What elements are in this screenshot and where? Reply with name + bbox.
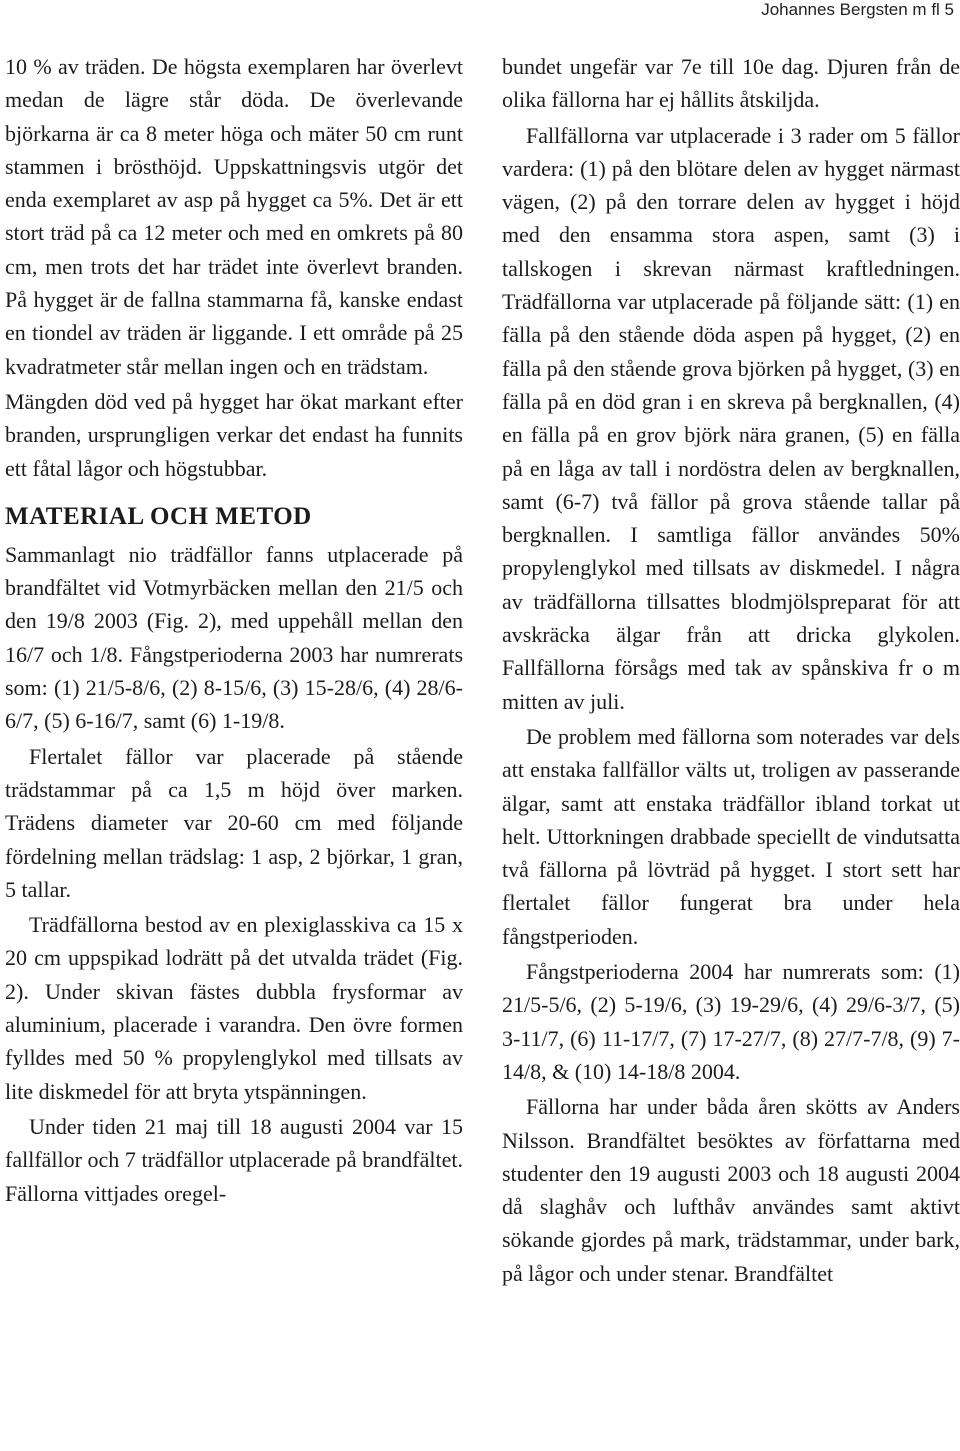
body-paragraph: Mängden död ved på hygget har ökat markant efter branden, ursprungligen verkar det endast ha funnits ett fåtal lågor och högstubbar. <box>5 388 463 481</box>
body-paragraph: Flertalet fällor var placerade på stående trädstammar på ca 1,5 m höjd över marken. Trädens diameter var 20-60 cm med följande fördelning mellan trädslag: 1 asp, 2 björkar, 1 gran, 5 tallar. <box>5 743 463 902</box>
body-paragraph: Sammanlagt nio trädfällor fanns utplacerade på brandfältet vid Votmyrbäcken mellan den 21/5 och den 19/8 2003 (Fig. 2), med uppehåll mellan den 16/7 och 1/8. Fångstperioderna 2003 har numrerats som: (1) 21/5-8/6, (2) 8-15/6, (3) 15-28/6, (4) 28/6-6/7, (5) 6-16/7, samt (6) 1-19/8. <box>5 541 463 734</box>
left-column <box>5 50 463 1210</box>
body-paragraph: Trädfällorna bestod av en plexiglasskiva ca 15 x 20 cm uppspikad lodrätt på det utvalda trädet (Fig. 2). Under skivan fästes dubbla frysformar av aluminium, placerade i varandra. Den övre formen fylldes med 50 % propylenglykol med tillsats av lite diskmedel för att bryta ytspänningen. <box>5 912 463 1104</box>
body-paragraph: Fällorna har under båda åren skötts av Anders Nilsson. Brandfältet besöktes av författarna med studenter den 19 augusti 2003 och 18 augusti 2004 då slaghåv och lufthåv användes samt aktivt sökande gjordes på mark, trädstammar, under bark, på lågor och under stenar. Brandfältet <box>502 1094 960 1286</box>
body-paragraph: bundet ungefär var 7e till 10e dag. Djuren från de olika fällorna har ej hållits åtskiljda. <box>502 54 960 113</box>
body-paragraph: Under tiden 21 maj till 18 augusti 2004 var 15 fallfällor och 7 trädfällor utplacerade på brandfältet. Fällorna vittjades oregel- <box>5 1113 463 1206</box>
section-heading: MATERIAL OCH METOD <box>5 502 312 530</box>
body-paragraph: Fångstperioderna 2004 har numrerats som: (1) 21/5-5/6, (2) 5-19/6, (3) 19-29/6, (4) 29/6-3/7, (5) 3-11/7, (6) 11-17/7, (7) 17-27/7, (8) 27/7-7/8, (9) 7-14/8, & (10) 14-18/8 2004. <box>502 959 960 1084</box>
body-paragraph: Fallfällorna var utplacerade i 3 rader om 5 fällor vardera: (1) på den blötare delen av hygget närmast vägen, (2) på den torrare delen av hygget i höjd med den ensamma stora aspen, samt (3) i tallskogen i skrevan närmast kraftledningen. Trädfällorna var utplacerade på följande sätt: (1) en fälla på den stående döda aspen på hygget, (2) en fälla på den stående grova björken på hygget, (3) en fälla på en död gran i en skreva på bergknallen, (4) en fälla på en grov björk nära granen, (5) en fälla på en låga av tall i nordöstra delen av bergknallen, samt (6-7) två fällor på grova stående tallar på bergknallen. I samtliga fällor användes 50% propylenglykol med tillsats av diskmedel. I några av trädfällorna tillsattes blodmjölspreparat för att avskräcka älgar från att dricka glykolen. Fallfällorna försågs med tak av spånskiva fr o m mitten av juli. <box>502 122 960 714</box>
body-paragraph: 10 % av träden. De högsta exemplaren har överlevt medan de lägre står döda. De överlevande björkarna är ca 8 meter höga och mäter 50 cm runt stammen i brösthöjd. Uppskattningsvis utgör det enda exemplaret av asp på hygget ca 5%. Det är ett stort träd på ca 12 meter och med en omkrets på 80 cm, men trots det har trädet inte överlevt branden. På hygget är de fallna stammarna få, kanske endast en tiondel av träden är liggande. I ett område på 25 kvadratmeter står mellan ingen och en trädstam. <box>5 54 463 379</box>
body-paragraph: De problem med fällorna som noterades var dels att enstaka fallfällor välts ut, troligen av passerande älgar, samt att enstaka trädfällor ibland torkat ut helt. Uttorkningen drabbade speciellt de vindutsatta två fällorna på lövträd på hygget. I stort sett har flertalet fällor fungerat bra under hela fångstperioden. <box>502 723 960 949</box>
right-column <box>502 50 960 1290</box>
running-header: Johannes Bergsten m fl 5 <box>761 0 954 19</box>
